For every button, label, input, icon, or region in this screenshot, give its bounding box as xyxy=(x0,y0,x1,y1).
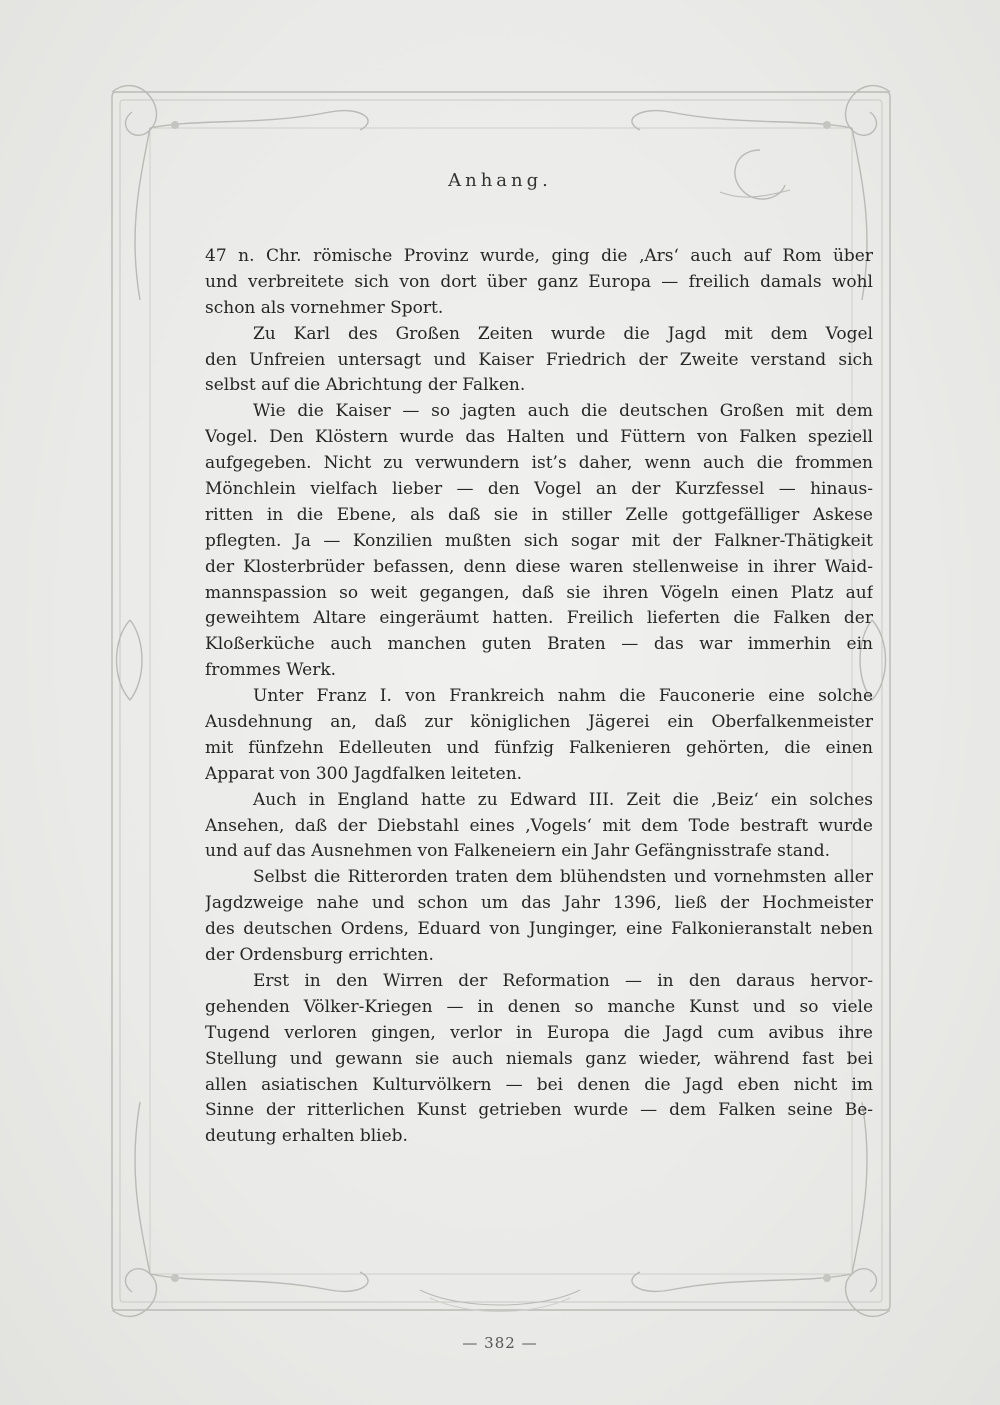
text-line: und auf das Ausnehmen von Falkeneiern ein Jahr Gefängnisstrafe stand. xyxy=(205,841,831,862)
text-line: des deutschen Ordens, Eduard von Junginger, eine Falkonieranstalt neben xyxy=(205,919,873,940)
text-line: den Unfreien untersagt und Kaiser Friedrich der Zweite verstand sich xyxy=(205,349,873,370)
text-line: und verbreitete sich von dort über ganz Europa — freilich damals wohl xyxy=(205,271,873,292)
text-line: Unter Franz I. von Frankreich nahm die Fauconerie eine solche xyxy=(253,686,873,707)
text-line: gehenden Völker-Kriegen — in denen so manche Kunst und so viele xyxy=(205,996,873,1017)
text-line: der Klosterbrüder befassen, denn diese waren stellenweise in ihrer Waid- xyxy=(205,556,873,577)
paragraph xyxy=(205,865,873,969)
text-line: selbst auf die Abrichtung der Falken. xyxy=(205,375,526,396)
page-number: — 382 — xyxy=(462,1334,538,1352)
text-line: Selbst die Ritterorden traten dem blühendsten und vornehmsten aller xyxy=(253,867,873,888)
text-line: Ansehen, daß der Diebstahl eines ‚Vogels‘ mit dem Tode bestraft wurde xyxy=(205,815,873,836)
text-line: Apparat von 300 Jagdfalken leiteten. xyxy=(205,763,523,784)
text-line: Sinne der ritterlichen Kunst getrieben wurde — dem Falken seine Be- xyxy=(205,1100,873,1121)
text-line: mit fünfzehn Edelleuten und fünfzig Falkenieren gehörten, die einen xyxy=(205,737,873,758)
text-line: Erst in den Wirren der Reformation — in den daraus hervor- xyxy=(253,970,873,991)
text-line: 47 n. Chr. römische Provinz wurde, ging die ‚Ars‘ auch auf Rom über xyxy=(205,246,873,266)
paragraph xyxy=(205,322,873,400)
body-text xyxy=(205,244,873,1150)
text-line: Auch in England hatte zu Edward III. Zeit die ‚Beiz‘ ein solches xyxy=(253,789,873,810)
text-line: Mönchlein vielfach lieber — den Vogel an der Kurzfessel — hinaus- xyxy=(205,479,873,500)
text-line: schon als vornehmer Sport. xyxy=(205,297,444,318)
text-line: geweihtem Altare eingeräumt hatten. Freilich lieferten die Falken der xyxy=(205,608,873,629)
text-line: der Ordensburg errichten. xyxy=(205,945,434,966)
paragraph xyxy=(205,788,873,866)
text-line: Ausdehnung an, daß zur königlichen Jägerei ein Oberfalkenmeister xyxy=(205,712,873,733)
text-line: Vogel. Den Klöstern wurde das Halten und Füttern von Falken speziell xyxy=(205,427,873,448)
text-line: Stellung und gewann sie auch niemals ganz wieder, während fast bei xyxy=(205,1048,873,1069)
paragraph xyxy=(205,244,873,322)
paragraph xyxy=(205,969,873,1150)
text-line: Tugend verloren gingen, verlor in Europa die Jagd cum avibus ihre xyxy=(205,1022,873,1043)
text-line: aufgegeben. Nicht zu verwundern ist’s daher, wenn auch die frommen xyxy=(205,453,873,474)
text-line: ritten in die Ebene, als daß sie in stiller Zelle gottgefälliger Askese xyxy=(205,504,873,525)
text-line: Kloßerküche auch manchen guten Braten — das war immerhin ein xyxy=(205,634,873,655)
text-line: Wie die Kaiser — so jagten auch die deutschen Großen mit dem xyxy=(253,401,873,422)
text-line: allen asiatischen Kulturvölkern — bei denen die Jagd eben nicht im xyxy=(205,1074,873,1095)
paragraph xyxy=(205,399,873,684)
text-line: mannspassion so weit gegangen, daß sie ihren Vögeln einen Platz auf xyxy=(205,582,873,603)
text-line: frommes Werk. xyxy=(205,660,337,681)
running-head: Anhang. xyxy=(448,170,552,191)
text-line: Jagdzweige nahe und schon um das Jahr 1396, ließ der Hochmeister xyxy=(205,893,873,914)
text-line: deutung erhalten blieb. xyxy=(205,1126,408,1147)
paragraph xyxy=(205,684,873,788)
text-line: pflegten. Ja — Konzilien mußten sich sogar mit der Falkner-Thätigkeit xyxy=(205,530,873,551)
text-line: Zu Karl des Großen Zeiten wurde die Jagd mit dem Vogel xyxy=(253,323,873,344)
